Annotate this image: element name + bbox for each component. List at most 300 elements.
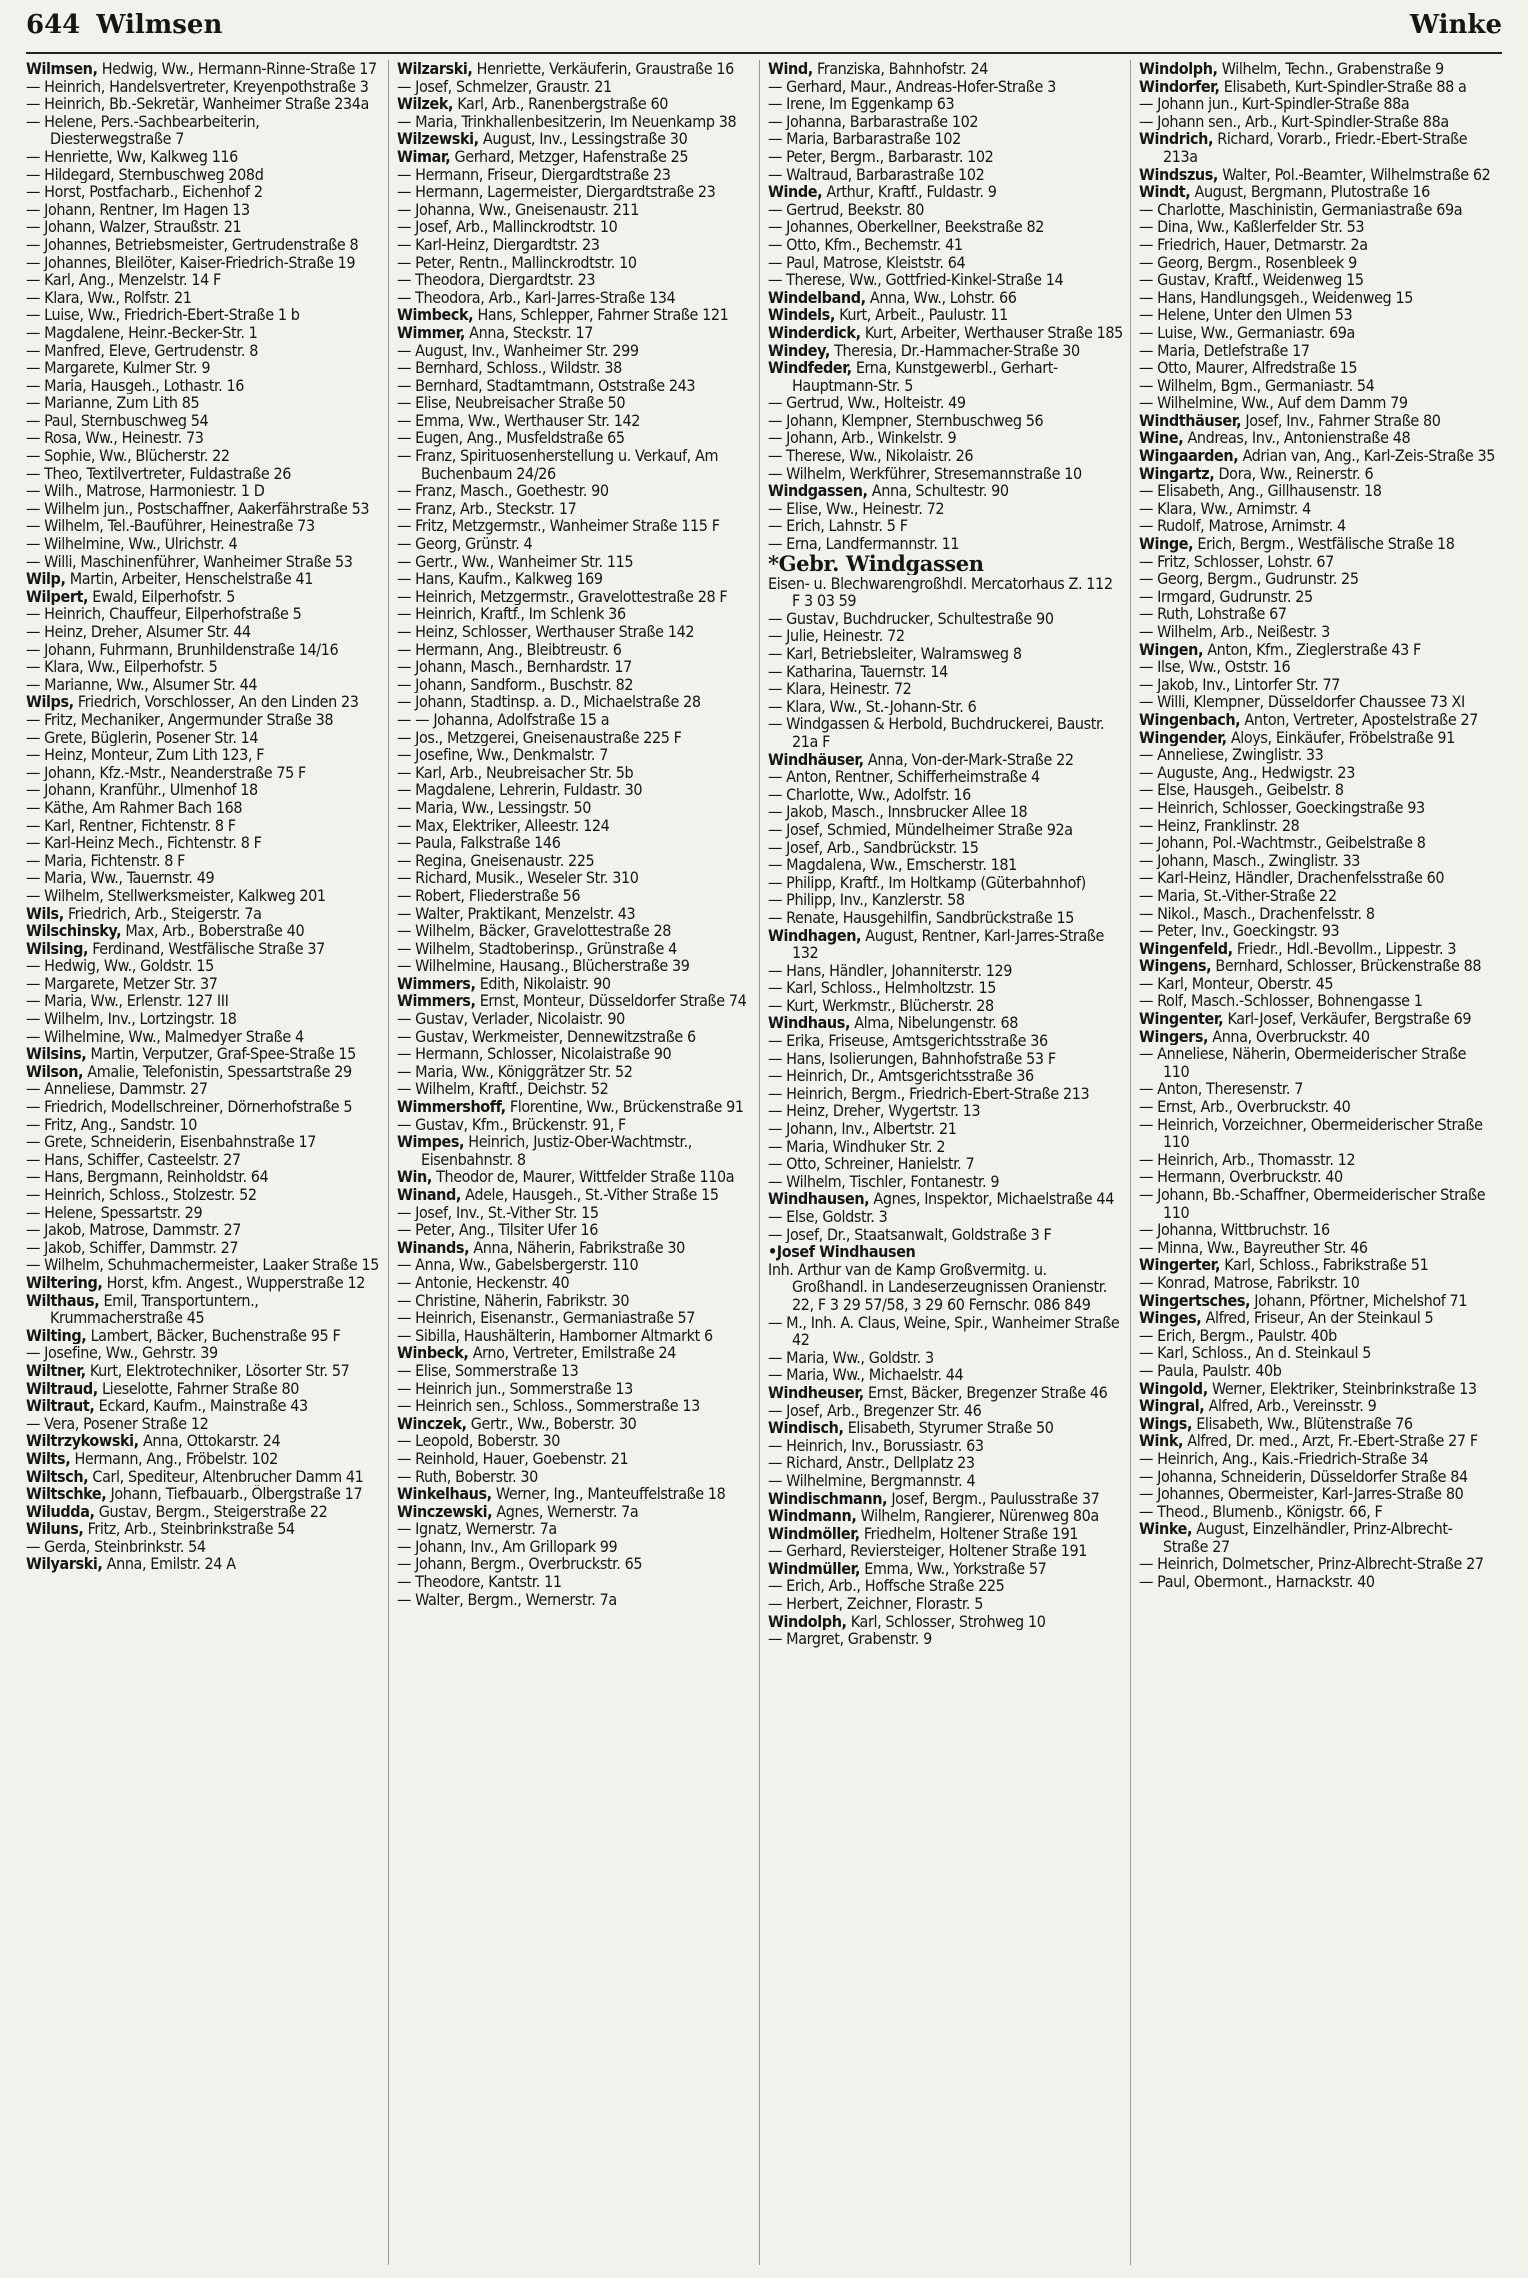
entry-details: — Ruth, Boberstr. 30	[397, 1467, 538, 1486]
directory-entry	[1139, 359, 1496, 377]
entry-details: Karl-Josef, Verkäufer, Bergstraße 69	[1227, 1010, 1472, 1028]
directory-entry	[26, 1116, 382, 1134]
entry-details: — Johanna, Schneiderin, Düsseldorfer Straße 84	[1139, 1467, 1468, 1486]
directory-entry	[1139, 1309, 1496, 1327]
directory-entry	[1139, 1045, 1496, 1080]
entry-details: — Johannes, Bleilöter, Kaiser-Friedrich-Straße 19	[26, 253, 356, 272]
entry-details: — Hedwig, Ww., Goldstr. 15	[26, 957, 214, 975]
entry-details: — Theodore, Kantstr. 11	[397, 1573, 562, 1591]
entry-details: — Friedrich, Modellschreiner, Dörnerhofstraße 5	[26, 1098, 353, 1116]
entry-details: — Theo, Textilvertreter, Fuldastraße 26	[26, 464, 291, 483]
entry-details: Hans, Schlepper, Fahrner Straße 121	[477, 306, 729, 324]
directory-entry	[1139, 1555, 1496, 1573]
directory-entry	[397, 940, 753, 958]
entry-details: — Waltraud, Barbarastraße 102	[768, 165, 985, 184]
entry-details: Gertr., Ww., Boberstr. 30	[470, 1414, 637, 1433]
entry-details: — Heinz, Dreher, Wygertstr. 13	[768, 1102, 981, 1121]
directory-entry	[768, 698, 1124, 716]
directory-entry	[1139, 1186, 1496, 1221]
directory-entry	[1139, 500, 1496, 518]
entry-details: — Josef, Arb., Sandbrückstr. 15	[768, 838, 979, 857]
entry-details: — Herbert, Zeichner, Florastr. 5	[768, 1595, 983, 1613]
entry-details: — Hans, Bergmann, Reinholdstr. 64	[26, 1168, 269, 1186]
entry-details: — Karl, Arb., Neubreisacher Str. 5b	[397, 763, 634, 782]
entry-details: — Maria, Ww., Erlenstr. 127 III	[26, 992, 229, 1011]
entry-details: Josef, Inv., Fahrner Straße 80	[1245, 411, 1441, 430]
directory-entry	[768, 1138, 1124, 1156]
directory-entry	[768, 856, 1124, 874]
directory-entry	[397, 429, 753, 447]
entry-details: — Luise, Ww., Friedrich-Ebert-Straße 1 b	[26, 306, 300, 324]
entry-surname: Windheuser,	[768, 1383, 864, 1402]
directory-entry	[768, 1349, 1124, 1367]
directory-entry	[397, 957, 753, 975]
entry-details: — Kurt, Werkmstr., Blücherstr. 28	[768, 996, 994, 1015]
directory-entry	[768, 1437, 1124, 1455]
entry-details: Wilhelm, Techn., Grabenstraße 9	[1221, 60, 1444, 78]
directory-entry	[26, 429, 382, 447]
directory-entry	[768, 1402, 1124, 1420]
directory-entry	[397, 1327, 753, 1345]
entry-details: Eckard, Kaufm., Mainstraße 43	[98, 1397, 308, 1415]
entry-surname: Windmüller,	[768, 1559, 861, 1578]
directory-entry	[768, 78, 1124, 96]
entry-details: — Paula, Paulstr. 40b	[1139, 1361, 1282, 1380]
directory-entry	[768, 680, 1124, 698]
directory-entry	[397, 1309, 753, 1327]
directory-entry	[26, 236, 382, 254]
directory-entry	[1139, 218, 1496, 236]
directory-entry	[26, 1274, 382, 1292]
entry-surname: Windorfer,	[1139, 77, 1220, 96]
entry-details: — Maria, Detlefstraße 17	[1139, 341, 1310, 360]
directory-entry	[26, 1186, 382, 1204]
entry-details: — Johann, Kfz.-Mstr., Neanderstraße 75 F	[26, 763, 306, 782]
directory-entry	[1139, 1503, 1496, 1521]
entry-details: — Elise, Ww., Heinestr. 72	[768, 499, 945, 518]
entry-surname: Wilsins,	[26, 1045, 87, 1063]
directory-entry	[1139, 377, 1496, 395]
entry-details: Eisen- u. Blechwarengroßhdl. Mercatorhaus Z. 112 F 3 03 59	[768, 574, 1113, 610]
entry-surname: Win,	[397, 1168, 432, 1186]
entry-details: Kurt, Arbeiter, Werthauser Straße 185	[864, 323, 1123, 342]
entry-surname: Wilpert,	[26, 587, 89, 606]
directory-entry	[1139, 517, 1496, 535]
entry-details: — Hildegard, Sternbuschweg 208d	[26, 165, 264, 184]
directory-entry	[397, 482, 753, 500]
entry-surname: Windey,	[768, 341, 830, 360]
entry-details: — Theodora, Arb., Karl-Jarres-Straße 134	[397, 288, 676, 307]
entry-details: — Else, Hausgeh., Geibelstr. 8	[1139, 781, 1344, 799]
directory-entry	[397, 1221, 753, 1239]
entry-details: — Wilhelm, Bäcker, Gravelottestraße 28	[397, 922, 671, 940]
entry-surname: Winand,	[397, 1186, 461, 1204]
directory-entry	[768, 553, 1124, 575]
entry-details: Florentine, Ww., Brückenstraße 91	[509, 1098, 744, 1116]
entry-details: Theresia, Dr.-Hammacher-Straße 30	[834, 341, 1080, 360]
entry-details: Inh. Arthur van de Kamp Großvermitg. u. Großhandl. in Landeserzeugnissen Oranienstr. 22, F 3 29 57/58, 3 29 60 Fernschr. 086 849	[768, 1260, 1107, 1314]
entry-details: — Renate, Hausgehilfin, Sandbrückstraße 15	[768, 908, 1074, 927]
entry-surname: Wimmers,	[397, 992, 476, 1011]
entry-details: — Fritz, Mechaniker, Angermunder Straße 38	[26, 710, 334, 729]
entry-surname: Windmöller,	[768, 1524, 860, 1543]
directory-entry	[768, 465, 1124, 483]
entry-details: — Johanna, Ww., Gneisenaustr. 211	[397, 200, 639, 219]
entry-details: — Johann, Walzer, Straußstr. 21	[26, 218, 242, 236]
directory-entry	[397, 905, 753, 923]
directory-entry	[1139, 799, 1496, 817]
entry-details: — Jakob, Schiffer, Dammstr. 27	[26, 1238, 239, 1257]
entry-surname: Windszus,	[1139, 165, 1219, 184]
directory-entry	[26, 799, 382, 817]
entry-details: Agnes, Wernerstr. 7a	[496, 1502, 639, 1521]
directory-entry	[26, 992, 382, 1010]
entry-surname: Windgassen,	[768, 482, 868, 500]
entry-details: Friedrich, Arb., Steigerstr. 7a	[67, 904, 262, 923]
directory-entry	[26, 1098, 382, 1116]
directory-entry	[397, 1186, 753, 1204]
directory-entry	[397, 500, 753, 518]
entry-details: — Johann, Masch., Zwinglistr. 33	[1139, 851, 1360, 870]
guide-word-right: Winke	[1409, 10, 1502, 40]
directory-entry	[26, 218, 382, 236]
directory-entry	[397, 922, 753, 940]
directory-entry	[768, 412, 1124, 430]
directory-entry	[1139, 482, 1496, 500]
entry-details: — Heinrich, Eisenanstr., Germaniastraße 57	[397, 1309, 696, 1327]
entry-details: August, Inv., Lessingstraße 30	[482, 130, 688, 148]
directory-entry	[26, 78, 382, 96]
entry-details: — Philipp, Inv., Kanzlerstr. 58	[768, 891, 965, 909]
entry-details: Anna, Von-der-Mark-Straße 22	[867, 750, 1074, 769]
entry-details: — Elise, Neubreisacher Straße 50	[397, 394, 626, 412]
entry-surname: Winczek,	[397, 1414, 467, 1433]
directory-entry	[1139, 1380, 1496, 1398]
directory-entry	[26, 1520, 382, 1538]
directory-entry	[26, 922, 382, 940]
entry-details: — Manfred, Eleve, Gertrudenstr. 8	[26, 341, 258, 360]
entry-surname: Winczewski,	[397, 1502, 493, 1521]
entry-details: — Heinrich, Schloss., Stolzestr. 52	[26, 1186, 257, 1204]
directory-entry	[768, 1067, 1124, 1085]
entry-surname: Wink,	[1139, 1432, 1184, 1450]
directory-entry	[26, 1204, 382, 1222]
entry-details: — Ignatz, Wernerstr. 7a	[397, 1520, 557, 1538]
directory-entry	[26, 869, 382, 887]
directory-entry	[397, 1432, 753, 1450]
entry-surname: Wilzek,	[397, 95, 454, 113]
directory-entry	[397, 60, 753, 78]
entry-details: — Karl, Monteur, Oberstr. 45	[1139, 974, 1334, 993]
directory-entry	[1139, 1116, 1496, 1151]
entry-details: — Erika, Friseuse, Amtsgerichtsstraße 36	[768, 1032, 1048, 1050]
entry-details: — Klara, Ww., Arnimstr. 4	[1139, 499, 1311, 518]
entry-details: — Paul, Matrose, Kleiststr. 64	[768, 253, 966, 272]
directory-entry	[26, 905, 382, 923]
directory-entry	[397, 236, 753, 254]
entry-details: Elisabeth, Kurt-Spindler-Straße 88 a	[1223, 77, 1467, 96]
entry-details: — Maria, Ww., Michaelstr. 44	[768, 1366, 964, 1384]
entry-details: — Hans, Handlungsgeh., Weidenweg 15	[1139, 288, 1413, 307]
directory-entry	[1139, 957, 1496, 975]
directory-entry	[768, 324, 1124, 342]
directory-entry	[397, 992, 753, 1010]
directory-entry	[26, 852, 382, 870]
directory-entry	[397, 1468, 753, 1486]
directory-entry	[1139, 95, 1496, 113]
entry-details: — Hermann, Friseur, Diergardtstraße 23	[397, 165, 671, 184]
directory-entry	[397, 623, 753, 641]
directory-entry	[397, 887, 753, 905]
directory-entry	[397, 254, 753, 272]
directory-entry	[397, 764, 753, 782]
directory-entry	[768, 1208, 1124, 1226]
entry-details: — Gerda, Steinbrinkstr. 54	[26, 1537, 206, 1556]
entry-details: Anton, Kfm., Zieglerstraße 43 F	[1207, 640, 1421, 659]
entry-details: — Bernhard, Schloss., Wildstr. 38	[397, 359, 622, 377]
entry-details: — Max, Elektriker, Alleestr. 124	[397, 816, 610, 835]
entry-surname: Wilzarski,	[397, 60, 473, 78]
directory-entry	[397, 1344, 753, 1362]
entry-surname: Wingold,	[1139, 1379, 1208, 1398]
entry-surname: Winkelhaus,	[397, 1485, 492, 1503]
entry-details: — Johann jun., Kurt-Spindler-Straße 88a	[1139, 95, 1410, 113]
entry-details: — Nikol., Masch., Drachenfelsstr. 8	[1139, 904, 1375, 923]
entry-details: — Heinrich, Kraftf., Im Schlenk 36	[397, 605, 626, 623]
entry-details: — Heinrich, Dolmetscher, Prinz-Albrecht-Straße 27	[1139, 1555, 1484, 1574]
entry-details: Elisabeth, Ww., Blütenstraße 76	[1196, 1414, 1413, 1433]
directory-entry	[26, 1397, 382, 1415]
entry-surname: Wingenbach,	[1139, 710, 1241, 729]
entry-details: Bernhard, Schlosser, Brückenstraße 88	[1215, 957, 1482, 975]
directory-entry	[768, 1243, 1124, 1261]
entry-details: Emil, Transportuntern., Krummacherstraße 45	[50, 1291, 259, 1327]
entry-surname: Wingender,	[1139, 728, 1227, 747]
entry-details: Franziska, Bahnhofstr. 24	[817, 60, 989, 78]
entry-surname: Windhagen,	[768, 926, 862, 945]
directory-entry	[768, 1190, 1124, 1208]
entry-details: — Gustav, Kfm., Brückenstr. 91, F	[397, 1115, 626, 1134]
entry-details: Henriette, Verkäuferin, Graustraße 16	[476, 60, 734, 78]
directory-entry	[397, 1098, 753, 1116]
directory-entry	[768, 1085, 1124, 1103]
directory-entry	[1139, 605, 1496, 623]
directory-entry	[768, 1630, 1124, 1648]
directory-entry	[768, 1014, 1124, 1032]
entry-details: Max, Arb., Boberstraße 40	[125, 922, 305, 940]
entry-details: — Karl, Betriebsleiter, Walramsweg 8	[768, 645, 1022, 663]
entry-details: — Irene, Im Eggenkamp 63	[768, 95, 955, 113]
entry-details: — Leopold, Boberstr. 30	[397, 1432, 561, 1450]
entry-details: — Anton, Theresenstr. 7	[1139, 1080, 1304, 1099]
entry-details: Dora, Ww., Reinerstr. 6	[1218, 464, 1374, 483]
directory-column-4	[1139, 60, 1502, 2265]
directory-entry	[26, 95, 382, 113]
entry-surname: Windolph,	[768, 1612, 847, 1631]
directory-entry	[397, 95, 753, 113]
entry-details: — Jakob, Matrose, Dammstr. 27	[26, 1221, 242, 1239]
entry-surname: Wilps,	[26, 693, 74, 711]
entry-surname: Wine,	[1139, 429, 1184, 448]
directory-entry	[397, 570, 753, 588]
entry-details: — Bernhard, Stadtamtmann, Oststraße 243	[397, 376, 696, 395]
entry-details: — Johann, Kranführ., Ulmenhof 18	[26, 781, 258, 799]
entry-details: — Heinrich, Metzgermstr., Gravelottestraße 28 F	[397, 587, 728, 606]
directory-entry	[397, 1415, 753, 1433]
entry-details: Fritz, Arb., Steinbrinkstraße 54	[87, 1520, 295, 1538]
entry-details: — Johann, Inv., Albertstr. 21	[768, 1120, 957, 1138]
directory-entry	[397, 1239, 753, 1257]
directory-entry	[1139, 271, 1496, 289]
entry-details: — Johann, Rentner, Im Hagen 13	[26, 200, 250, 219]
directory-entry	[768, 1032, 1124, 1050]
entry-details: — Peter, Inv., Goeckingstr. 93	[1139, 922, 1340, 940]
directory-entry	[26, 1239, 382, 1257]
entry-details: Kurt, Elektrotechniker, Lösorter Str. 57	[89, 1361, 350, 1380]
entry-details: — Erich, Arb., Hoffsche Straße 225	[768, 1577, 1005, 1596]
directory-entry	[1139, 711, 1496, 729]
directory-entry	[1139, 834, 1496, 852]
entry-details: — Johann, Inv., Am Grillopark 99	[397, 1537, 618, 1556]
directory-entry	[768, 1542, 1124, 1560]
directory-entry	[397, 852, 753, 870]
entry-details: — Heinz, Monteur, Zum Lith 123, F	[26, 746, 265, 764]
entry-surname: Wingerter,	[1139, 1256, 1221, 1274]
entry-details: — Wilhelmine, Ww., Ulrichstr. 4	[26, 535, 238, 553]
directory-entry	[26, 482, 382, 500]
directory-entry	[768, 786, 1124, 804]
entry-details: Arthur, Kraftf., Fuldastr. 9	[826, 183, 997, 201]
entry-details: Lambert, Bäcker, Buchenstraße 95 F	[90, 1326, 341, 1345]
entry-details: — Paul, Sternbuschweg 54	[26, 411, 209, 430]
directory-entry	[397, 1116, 753, 1134]
directory-entry	[768, 1577, 1124, 1595]
entry-details: — Josef, Schmied, Mündelheimer Straße 92a	[768, 820, 1073, 839]
entry-details: — Maria, Windhuker Str. 2	[768, 1137, 946, 1156]
entry-details: — Heinrich, Bergm., Friedrich-Ebert-Straße 213	[768, 1084, 1090, 1103]
directory-entry	[1139, 1450, 1496, 1468]
directory-entry	[397, 975, 753, 993]
entry-details: — Helene, Unter den Ulmen 53	[1139, 306, 1353, 324]
entry-surname: •Josef Windhausen	[768, 1243, 916, 1261]
entry-details: — Gertr., Ww., Wanheimer Str. 115	[397, 552, 634, 571]
directory-columns	[26, 60, 1502, 2265]
entry-details: — Wilhelm, Kraftf., Deichstr. 52	[397, 1080, 609, 1099]
directory-entry	[1139, 1362, 1496, 1380]
directory-entry	[26, 658, 382, 676]
directory-entry	[26, 1028, 382, 1046]
entry-details: — Karl, Schloss., Helmholtzstr. 15	[768, 979, 996, 997]
directory-entry	[768, 148, 1124, 166]
entry-details: — Henriette, Ww, Kalkweg 116	[26, 147, 238, 166]
entry-details: Ernst, Bäcker, Bregenzer Straße 46	[867, 1383, 1108, 1402]
entry-details: Andreas, Inv., Antonienstraße 48	[1187, 429, 1411, 448]
entry-details: Alfred, Dr. med., Arzt, Fr.-Ebert-Straße 27 F	[1187, 1432, 1478, 1450]
directory-entry	[768, 1366, 1124, 1384]
directory-entry	[397, 342, 753, 360]
directory-entry	[26, 1415, 382, 1433]
directory-entry	[1139, 887, 1496, 905]
directory-entry	[1139, 940, 1496, 958]
directory-entry	[397, 377, 753, 395]
entry-surname: Windthäuser,	[1139, 411, 1242, 430]
directory-entry	[397, 676, 753, 694]
directory-entry	[26, 324, 382, 342]
entry-details: — Hermann, Overbruckstr. 40	[1139, 1168, 1343, 1186]
directory-entry	[397, 166, 753, 184]
directory-entry	[768, 715, 1124, 750]
entry-details: — Rudolf, Matrose, Arnimstr. 4	[1139, 517, 1346, 536]
page-header	[26, 10, 1502, 50]
entry-details: — Wilhelm, Inv., Lortzingstr. 18	[26, 1010, 237, 1028]
entry-surname: Wiludda,	[26, 1502, 95, 1521]
entry-surname: Wimmershoff,	[397, 1098, 506, 1116]
entry-details: — Karl-Heinz Mech., Fichtenstr. 8 F	[26, 834, 262, 852]
entry-details: Alma, Nibelungenstr. 68	[854, 1014, 1019, 1033]
directory-entry	[397, 1256, 753, 1274]
entry-details: — Maria, Ww., Lessingstr. 50	[397, 798, 592, 817]
entry-details: — Richard, Musik., Weseler Str. 310	[397, 869, 639, 887]
entry-surname: Wind,	[768, 60, 813, 78]
directory-entry	[26, 746, 382, 764]
entry-details: — Jakob, Masch., Innsbrucker Allee 18	[768, 803, 1028, 821]
entry-details: — Otto, Kfm., Bechemstr. 41	[768, 235, 963, 254]
entry-surname: Wimmers,	[397, 974, 476, 993]
entry-details: — Gerhard, Maur., Andreas-Hofer-Straße 3	[768, 77, 1056, 96]
entry-surname: Winde,	[768, 183, 823, 201]
directory-entry	[26, 641, 382, 659]
entry-details: — Heinrich, Arb., Thomasstr. 12	[1139, 1150, 1356, 1169]
entry-details: — Karl, Schloss., An d. Steinkaul 5	[1139, 1344, 1372, 1362]
entry-details: — Wilhelmine, Bergmannstr. 4	[768, 1471, 976, 1490]
entry-details: — Willi, Maschinenführer, Wanheimer Straße 53	[26, 552, 353, 571]
entry-details: Friedr., Hdl.-Bevollm., Lippestr. 3	[1236, 939, 1457, 958]
directory-entry	[26, 1432, 382, 1450]
directory-entry	[768, 1419, 1124, 1437]
directory-entry	[397, 517, 753, 535]
entry-details: — Heinz, Schlosser, Werthauser Straße 142	[397, 623, 695, 641]
entry-details: — Hermann, Schlosser, Nicolaistraße 90	[397, 1045, 672, 1063]
entry-details: — Gerhard, Reviersteiger, Holtener Straße 191	[768, 1542, 1088, 1560]
directory-entry	[26, 834, 382, 852]
directory-entry	[1139, 693, 1496, 711]
entry-details: Arno, Vertreter, Emilstraße 24	[472, 1344, 677, 1362]
entry-details: Anton, Vertreter, Apostelstraße 27	[1244, 710, 1478, 729]
directory-entry	[768, 306, 1124, 324]
entry-details: — Heinrich jun., Sommerstraße 13	[397, 1379, 633, 1398]
entry-details: — Johannes, Oberkellner, Beekstraße 82	[768, 218, 1045, 236]
directory-entry	[768, 821, 1124, 839]
entry-details: — Wilhelmine, Hausang., Blücherstraße 39	[397, 957, 690, 975]
directory-entry	[768, 1507, 1124, 1525]
directory-entry	[397, 1591, 753, 1609]
directory-entry	[397, 1380, 753, 1398]
directory-entry	[26, 605, 382, 623]
entry-details: — Maria, Ww., Königgrätzer Str. 52	[397, 1062, 633, 1081]
entry-details: Wilhelm, Rangierer, Nürenweg 80a	[860, 1507, 1099, 1525]
guide-word-left: Wilmsen	[96, 10, 223, 40]
entry-details: Martin, Verputzer, Graf-Spee-Straße 15	[90, 1045, 356, 1063]
entry-surname: Winke,	[1139, 1520, 1193, 1539]
entry-details: — Peter, Ang., Tilsiter Ufer 16	[397, 1221, 598, 1239]
entry-details: — Wilhelm, Bgm., Germaniastr. 54	[1139, 376, 1375, 395]
directory-entry	[26, 1538, 382, 1556]
entry-surname: Windischmann,	[768, 1489, 888, 1508]
entry-details: Alfred, Friseur, An der Steinkaul 5	[1205, 1309, 1434, 1327]
directory-entry	[1139, 764, 1496, 782]
entry-details: Walter, Pol.-Beamter, Wilhelmstraße 62	[1222, 165, 1491, 184]
directory-entry	[768, 1525, 1124, 1543]
